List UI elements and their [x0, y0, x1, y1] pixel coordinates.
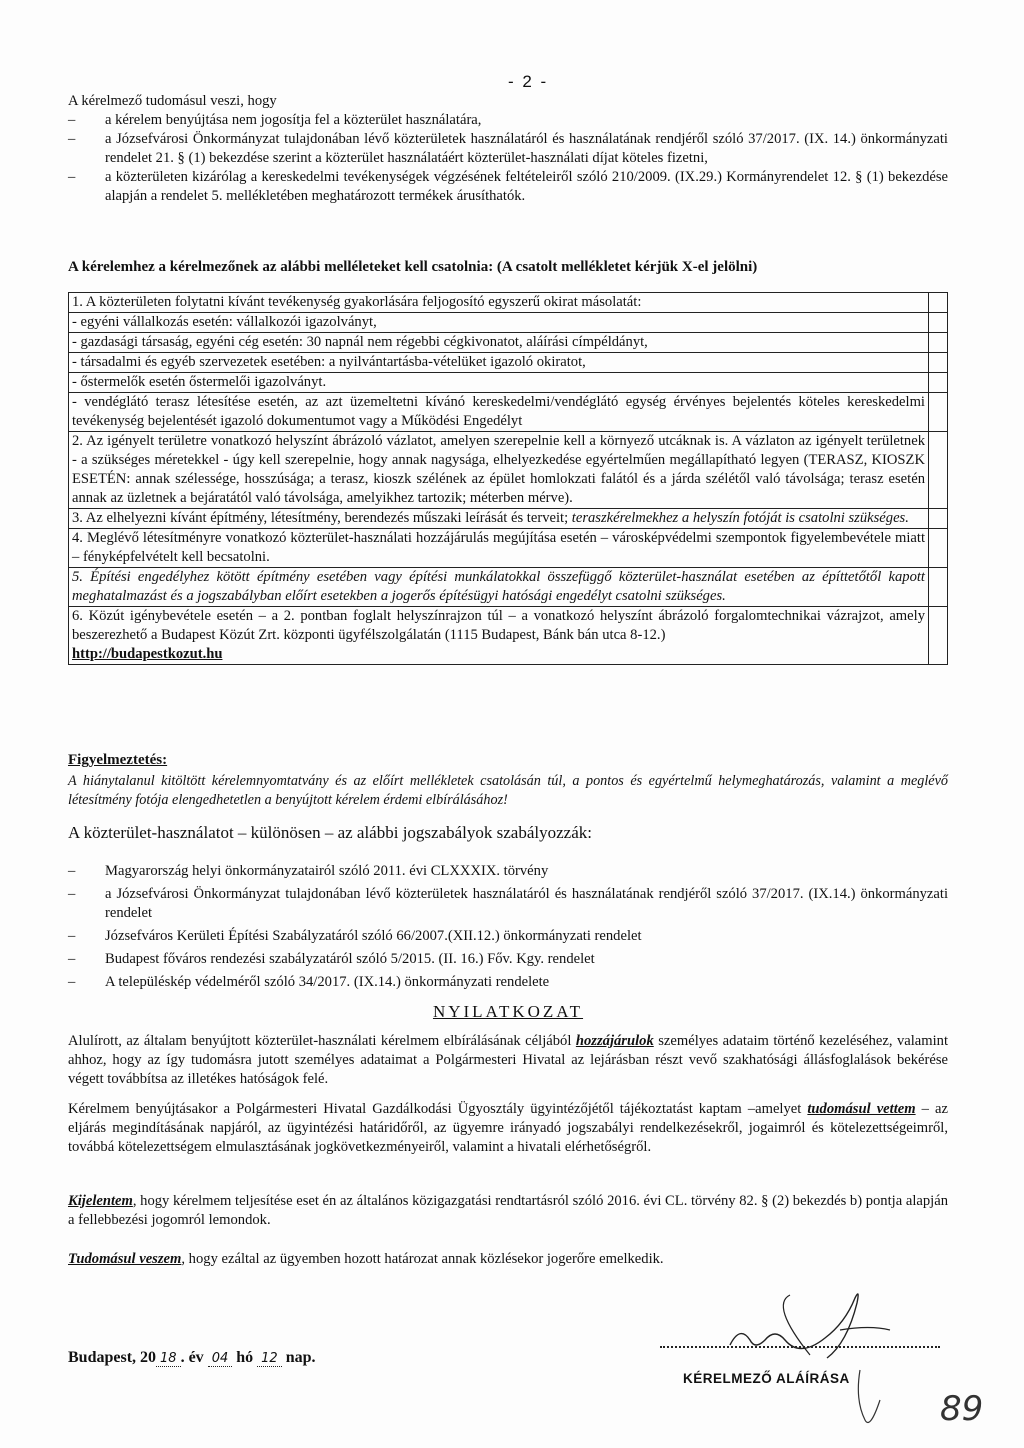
law-item: – Magyarország helyi önkormányzatairól szóló 2011. évi CLXXXIX. törvény — [68, 863, 549, 879]
attachment-text: - gazdasági társaság, egyéni cég esetén: 30 napnál nem régebbi cégkivonatot, aláírási címpéldányt, — [69, 333, 929, 353]
intro-section — [68, 92, 948, 206]
attachment-checkbox[interactable] — [929, 607, 948, 665]
year-field[interactable]: 18 — [156, 1351, 181, 1367]
table-row — [69, 353, 948, 373]
attachment-text: - társadalmi és egyéb szervezetek esetében: a nyilvántartásba-vételüket igazoló okiratot, — [69, 353, 929, 373]
laws-list — [68, 862, 948, 992]
intro-lead: A kérelmező tudomásul veszi, hogy — [68, 93, 277, 109]
attachment-text: 1. A közterületen folytatni kívánt tevékenység gyakorlására feljogosító egyszerű okirat másolatát: — [69, 293, 929, 313]
attachment-checkbox[interactable] — [929, 293, 948, 313]
intro-item: – a kérelem benyújtása nem jogosítja fel a közterület használatára, — [68, 112, 482, 128]
table-row — [69, 393, 948, 432]
attachment-checkbox[interactable] — [929, 353, 948, 373]
table-row — [69, 373, 948, 393]
month-field[interactable]: 04 — [208, 1351, 233, 1367]
attachment-checkbox[interactable] — [929, 568, 948, 607]
declaration-paragraph-4: Tudomásul veszem, hogy ezáltal az ügyemben hozott határozat annak közlésekor jogerőre emelkedik. — [68, 1251, 664, 1267]
table-row — [69, 432, 948, 509]
budapest-kozut-link[interactable]: http://budapestkozut.hu — [72, 646, 223, 662]
attachment-text: 2. Az igényelt területre vonatkozó helyszínt ábrázoló vázlatot, amelyen szerepelnie kell a környező utcáknak is. A vázlaton az igényelt területnek - a szükséges méretekkel - úgy kell szerepelnie, hogy annak nagysága, elhelyezkedése egyértelműen megállapítható legyen (TERASZ, KIOSZK ESETÉN: annak szélessége, hosszúsága; a terasz, kioszk szélének az épület homlokzati falától és a járda szélétől való távolsága; terasz esetén annak az üzletnek a bejáratától való távolsága, amelyikhez tartozik; méterben mérve). — [69, 432, 929, 509]
declaration-paragraph-3: Kijelentem, hogy kérelmem teljesítése eset én az általános közigazgatási rendtartásról szóló 2016. évi CL. törvény 82. § (2) bekezdés b) pontja alapján a fellebbezési jogomról lemondok. — [68, 1193, 948, 1228]
table-row — [69, 568, 948, 607]
attachment-text: 3. Az elhelyezni kívánt építmény, létesítmény, berendezés műszaki leírását és terveit; teraszkérelmekhez a helyszín fotóját is csatolni szükséges. — [69, 509, 929, 529]
attachment-checkbox[interactable] — [929, 313, 948, 333]
day-field[interactable]: 12 — [257, 1351, 282, 1367]
table-row — [69, 509, 948, 529]
attachment-text: - vendéglátó terasz létesítése esetén, az azt üzemeltetni kívánó kereskedelmi/vendéglátó egység érvényes bejelentés köteles kereskedelmi tevékenység bejelentését igazoló dokumentumot vagy a Működési Engedélyt — [69, 393, 929, 432]
declaration-paragraph-1: Alulírott, az általam benyújtott közterület-használati kérelmem elbírálásának céljából hozzájárulok személyes adataim történő kezeléséhez, valamint ahhoz, hogy az így tudomásra jutott személyes adataimat a Polgármesteri Hivatal az lejárásban részt vevő szakhatósági állásfoglalások bekérése végett továbbítsa az illetékes hatóságok felé. — [68, 1033, 949, 1087]
svg-text:89: 89 — [940, 1389, 984, 1429]
table-row — [69, 333, 948, 353]
handwritten-side-note — [840, 1360, 1000, 1440]
declaration-paragraph-2: Kérelmem benyújtásakor a Polgármesteri Hivatal Gazdálkodási Ügyosztály ügyintézőjétől tájékoztatást kaptam –amelyet tudomásul vettem – az eljárás megindításának napjáról, az ügyintézési határidőről, az ügyemre irányadó jogszabályi rendelkezésekről, jogaimról és kötelezettségeimről, továbbá kötelezettségem elmulasztásának jogkövetkezményeiről, valamint a hivatali elérhetőségről. — [68, 1101, 948, 1155]
attachment-text: - egyéni vállalkozás esetén: vállalkozói igazolványt, — [69, 313, 929, 333]
attachment-text: 5. Építési engedélyhez kötött építmény esetében vagy építési munkálatokkal összefüggő közterület-használat esetében az építtetőtől kapott meghatalmazást és a jogszabályban előírt esetekben a jogerős építésügyi hatósági engedélyt csatolni szükséges. — [69, 568, 929, 607]
table-row — [69, 313, 948, 333]
laws-heading: A közterület-használatot – különösen – az alábbi jogszabályok szabályozzák: — [68, 823, 592, 842]
table-row — [69, 293, 948, 313]
law-item: – Józsefváros Kerületi Építési Szabályzatáról szóló 66/2007.(XII.12.) önkormányzati rendelet — [68, 928, 642, 944]
attachment-text: 6. Közút igénybevétele esetén – a 2. pontban foglalt helyszínrajzon túl – a vonatkozó helyszínt ábrázoló forgalomtechnikai vázrajzot, amely beszerezhető a Budapest Közút Zrt. központi ügyfélszolgálatán (1115 Budapest, Bánk bán utca 8-12.) http://budapestkozut.hu — [69, 607, 929, 665]
attachment-checkbox[interactable] — [929, 393, 948, 432]
attachments-heading: A kérelemhez a kérelmezőnek az alábbi melléleteket kell csatolnia: (A csatolt mellékletet kérjük X-el jelölni) — [68, 259, 758, 275]
page-number: - 2 - — [508, 72, 549, 91]
date-line: Budapest, 20 18 . év 04 hó 12 nap. — [68, 1349, 316, 1366]
signature-dotted-line — [660, 1346, 940, 1348]
attachment-checkbox[interactable] — [929, 333, 948, 353]
law-item: – a Józsefvárosi Önkormányzat tulajdonában lévő közterületek használatáról és használatának rendjéről szóló 37/2017. (IX.14.) önkormányzati rendelet — [68, 886, 948, 921]
intro-item: – a Józsefvárosi Önkormányzat tulajdonában lévő közterületek használatáról és használatának rendjéről szóló 37/2017. (IX. 14.) önkormányzati rendelet 21. § (1) bekezdése szerint a közterület használatáért közterület-használati díjat köteles fizetni, — [68, 131, 948, 166]
attachment-checkbox[interactable] — [929, 529, 948, 568]
table-row — [69, 529, 948, 568]
intro-item: – a közterületen kizárólag a kereskedelmi tevékenységek végzésének feltételeiről szóló 210/2009. (IX.29.) Kormányrendelet 12. § (1) bekezdése alapján a rendelet 5. mellékletében meghatározott termékek árusíthatók. — [68, 169, 948, 204]
warning-text: A hiánytalanul kitöltött kérelemnyomtatvány és az előírt mellékletek csatolásán túl, a pontos és egyértelmű helymeghatározás, valamint a meglévő létesítmény fotója elengedhetetlen a benyújtott kérelem érdemi elbírálásához! — [68, 773, 948, 808]
signature-label: KÉRELMEZŐ ALÁÍRÁSA — [683, 1371, 850, 1386]
law-item: – Budapest főváros rendezési szabályzatáról szóló 5/2015. (II. 16.) Főv. Kgy. rendelet — [68, 951, 595, 967]
declaration-title: NYILATKOZAT — [432, 1002, 584, 1021]
intro-list — [68, 111, 948, 206]
attachment-checkbox[interactable] — [929, 373, 948, 393]
attachment-text: 4. Meglévő létesítményre vonatkozó közterület-használati hozzájárulás megújítása esetén – városképvédelmi szempontok figyelembevétele miatt – fényképfelvételt kell becsatolni. — [69, 529, 929, 568]
attachments-table — [68, 292, 948, 665]
warning-title: Figyelmeztetés: — [68, 752, 168, 768]
attachment-checkbox[interactable] — [929, 509, 948, 529]
law-item: – A településkép védelméről szóló 34/2017. (IX.14.) önkormányzati rendelete — [68, 974, 550, 990]
table-row — [69, 607, 948, 665]
attachment-text: - őstermelők esetén őstermelői igazolványt. — [69, 373, 929, 393]
attachment-checkbox[interactable] — [929, 432, 948, 509]
